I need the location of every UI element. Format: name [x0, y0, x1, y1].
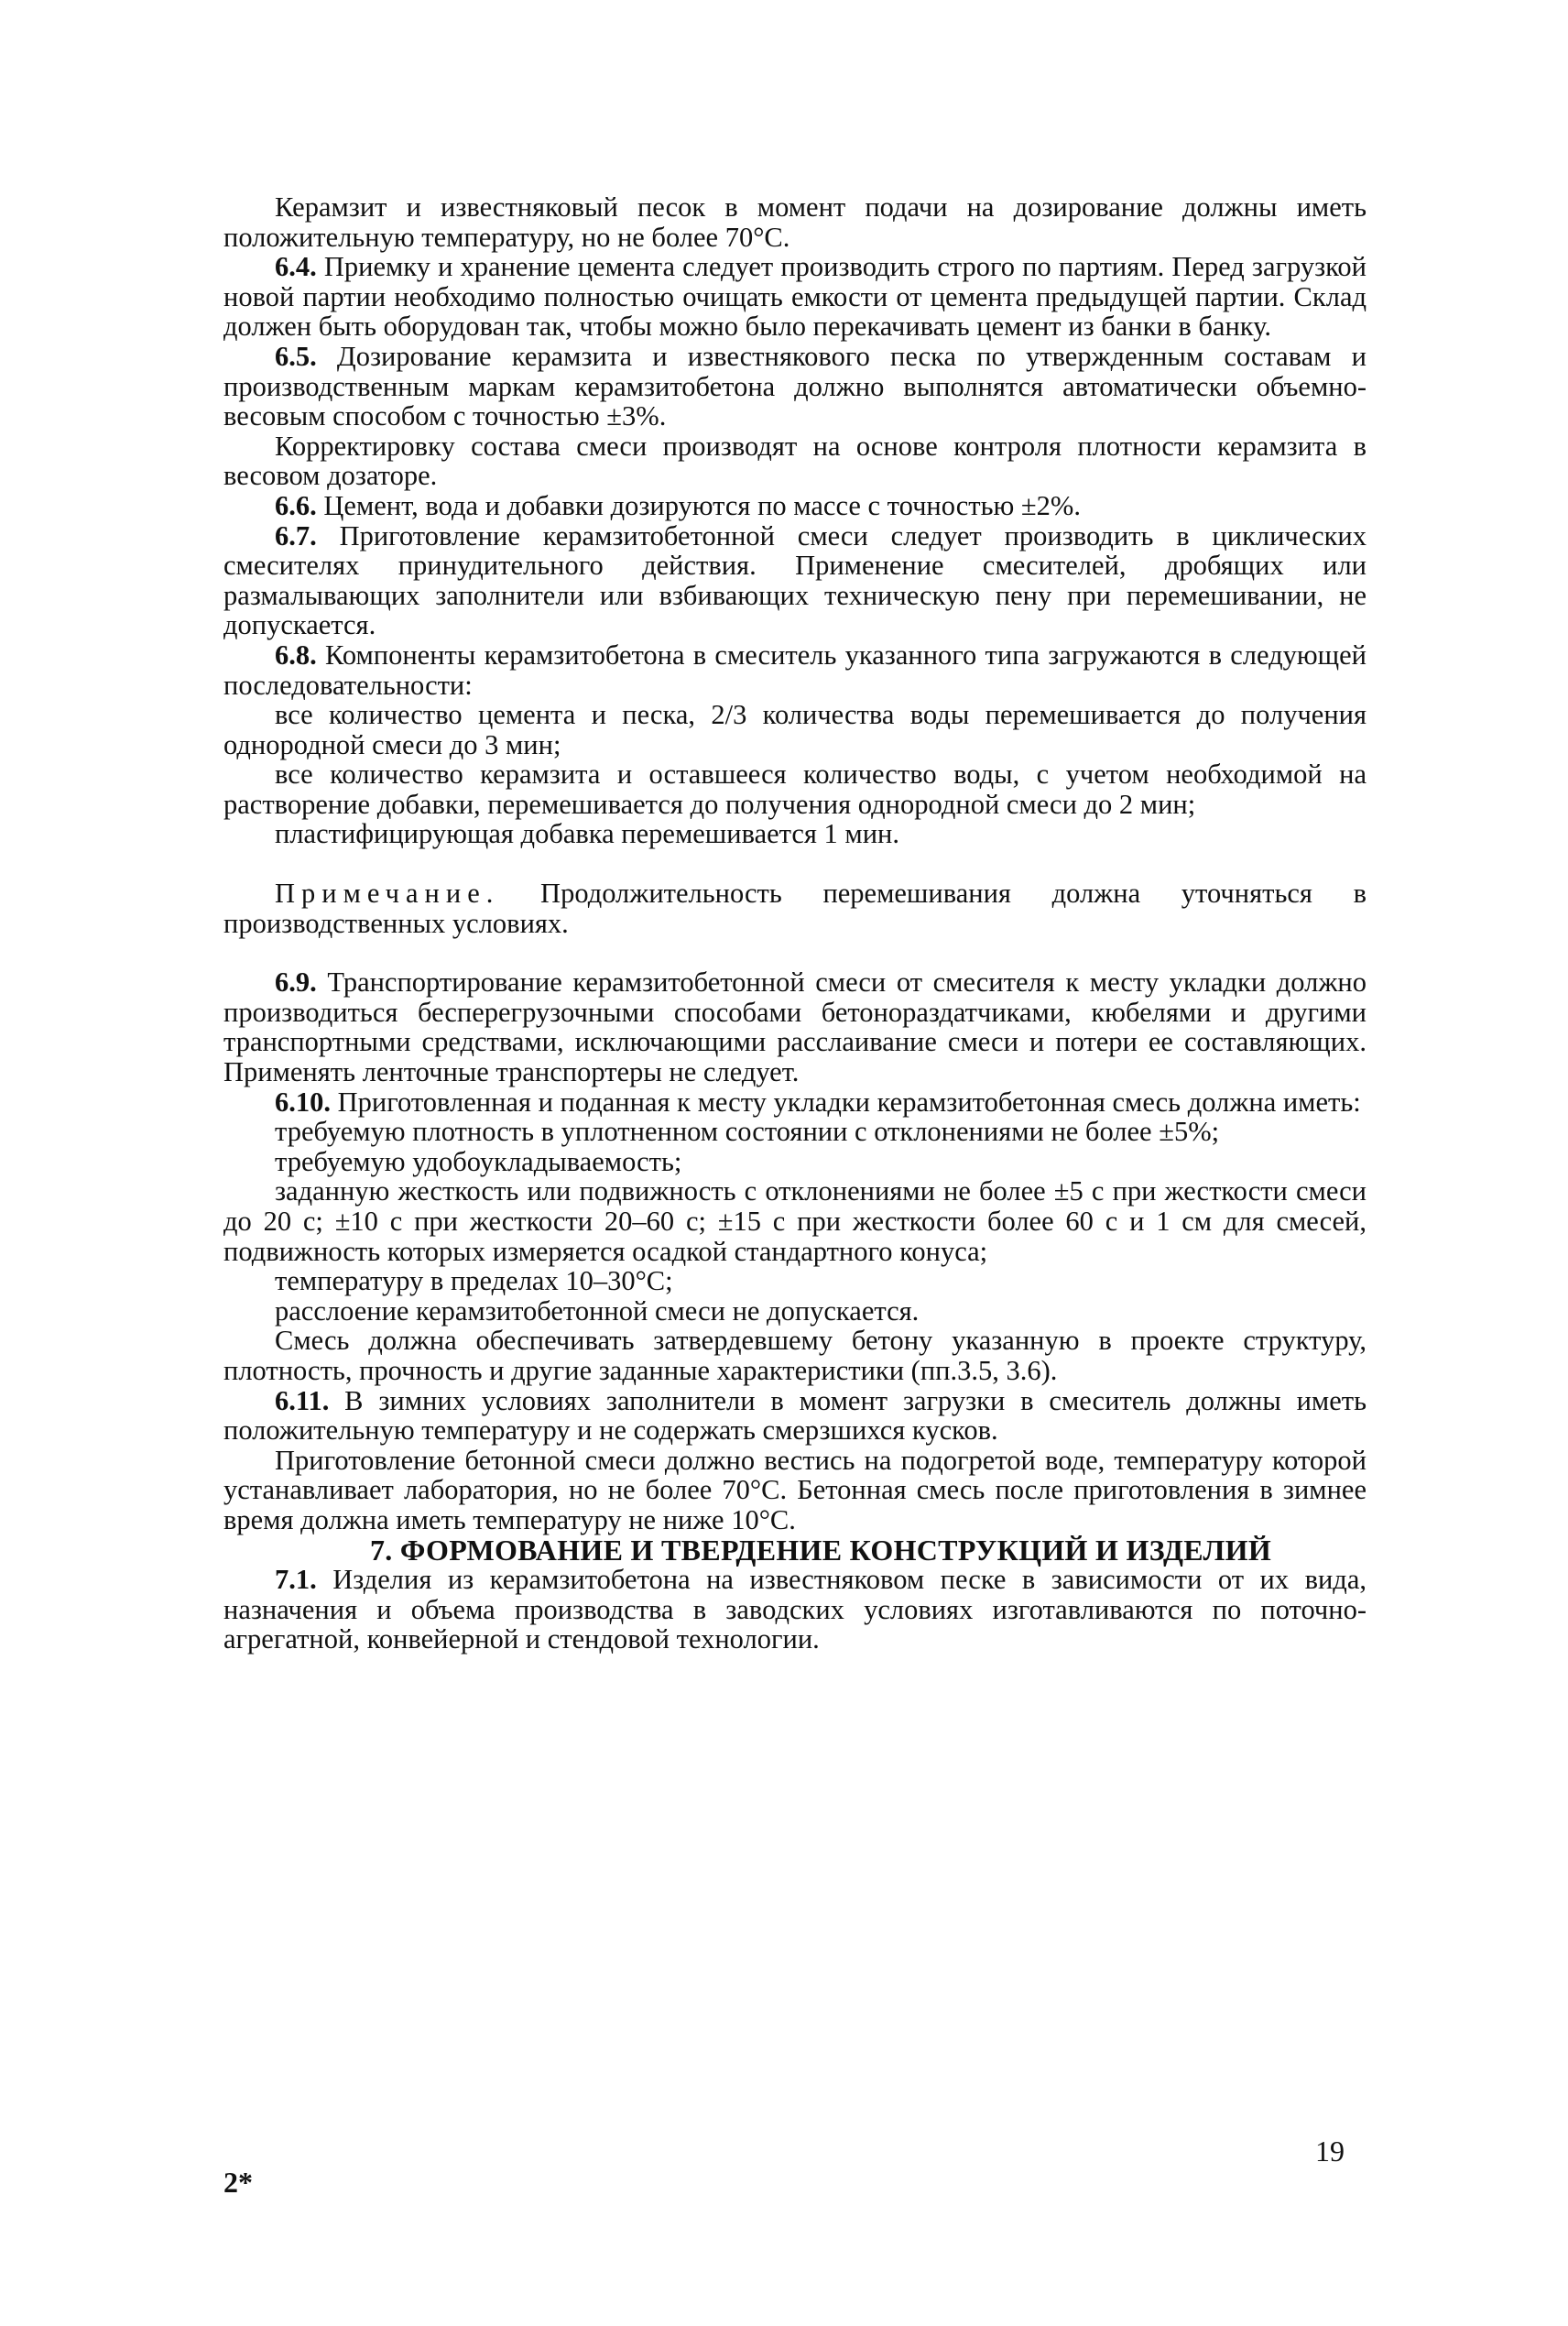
paragraph-text: Приготовленная и поданная к месту укладки керамзитобетонная смесь должна иметь:: [331, 1086, 1361, 1118]
sheet-mark: 2*: [223, 2166, 253, 2199]
paragraph-text: Приготовление бетонной смеси должно вестись на подогретой воде, температуру которой устанавливает лаборатория, но не более 70°C. Бетонная смесь после приготовления в зимнее время должна иметь температуру не ниже 10°C.: [223, 1444, 1367, 1535]
paragraph: [223, 1565, 1367, 1654]
paragraph-text: Приемку и хранение цемента следует производить строго по партиям. Перед загрузкой новой партии необходимо полностью очищать емкости от цемента предыдущей партии. Склад должен быть оборудован так, чтобы можно было перекачивать цемент из банки в банку.: [223, 251, 1367, 343]
clause-number: 6.11.: [275, 1384, 330, 1416]
paragraph-text: требуемую плотность в уплотненном состоянии с отклонениями не более ±5%;: [275, 1116, 1220, 1148]
paragraph: [223, 1147, 1367, 1177]
clause-number: 6.8.: [275, 639, 317, 671]
paragraph-text: В зимних условиях заполнители в момент загрузки в смеситель должны иметь положительную температуру и не содержать смерзшихся кусков.: [223, 1384, 1367, 1447]
paragraph-text: Цемент, вода и добавки дозируются по массе с точностью ±2%.: [316, 489, 1081, 521]
paragraph: [223, 1266, 1367, 1296]
paragraphs-before-note: [223, 192, 1367, 849]
paragraph: [223, 819, 1367, 849]
paragraphs-after-note: [223, 967, 1367, 1534]
paragraph-text: Дозирование керамзита и известнякового песка по утвержденным составам и производственным маркам керамзитобетона должно выполнятся автоматически объемно-весовым способом с точностью ±3%.: [223, 340, 1367, 432]
paragraph: [223, 640, 1367, 700]
body-text: [223, 192, 1367, 1654]
section-heading: 7. ФОРМОВАНИЕ И ТВЕРДЕНИЕ КОНСТРУКЦИЙ И ИЗДЕЛИЙ: [369, 1533, 1272, 1567]
clause-number: 7.1.: [275, 1564, 317, 1596]
clause-number: 6.10.: [275, 1086, 331, 1118]
note-text: Продолжительность перемешивания должна уточняться в производственных условиях.: [223, 878, 1367, 939]
paragraph: [223, 1296, 1367, 1327]
note-paragraph: [223, 879, 1367, 938]
paragraph-text: Транспортирование керамзитобетонной смеси от смесителя к месту укладки должно производиться бесперегрузочными способами бетонораздатчиками, кюбелями и другими транспортными средствами, исключающими расслаивание смеси и потери ее составляющих. Применять ленточные транспортеры не следует.: [223, 966, 1367, 1088]
paragraph: [223, 491, 1367, 521]
clause-number: 6.9.: [275, 966, 317, 999]
paragraph: [223, 1446, 1367, 1535]
paragraph-text: Смесь должна обеспечивать затвердевшему бетону указанную в проекте структуру, плотность, прочность и другие заданные характеристики (пп.3.5, 3.6).: [223, 1325, 1367, 1386]
clause-number: 6.4.: [275, 251, 317, 283]
paragraph: [223, 521, 1367, 640]
paragraph: [223, 967, 1367, 1087]
paragraph: [223, 1176, 1367, 1266]
paragraph-text: все количество цемента и песка, 2/3 количества воды перемешивается до получения однородной смеси до 3 мин;: [223, 699, 1367, 760]
paragraph: [223, 759, 1367, 819]
paragraph: [223, 431, 1367, 491]
paragraph-text: Изделия из керамзитобетона на известняковом песке в зависимости от их вида, назначения и объема производства в заводских условиях изготавливаются по поточно-агрегатной, конвейерной и стендовой технологии.: [223, 1564, 1367, 1655]
paragraph-text: все количество керамзита и оставшееся количество воды, с учетом необходимой на растворение добавки, перемешивается до получения однородной смеси до 2 мин;: [223, 759, 1367, 820]
paragraph: [223, 1117, 1367, 1147]
paragraph: [223, 700, 1367, 759]
paragraph-text: Компоненты керамзитобетона в смеситель указанного типа загружаются в следующей последовательности:: [223, 639, 1367, 701]
clause-number: 6.5.: [275, 340, 317, 372]
note-label: Примечание.: [275, 878, 500, 910]
paragraph: [223, 342, 1367, 431]
page-number: 19: [1315, 2135, 1345, 2168]
clause-number: 6.7.: [275, 519, 317, 551]
clause-number: 6.6.: [275, 489, 317, 521]
paragraph-text: заданную жесткость или подвижность с отклонениями не более ±5 с при жесткости смеси до 20 с; ±10 с при жесткости 20–60 с; ±15 с при жесткости более 60 с и 1 см для смесей, подвижность которых измеряется осадкой стандартного конуса;: [223, 1175, 1367, 1267]
section-7-paragraphs: [223, 1565, 1367, 1654]
paragraph-text: Приготовление керамзитобетонной смеси следует производить в циклических смесителях принудительного действия. Применение смесителей, дробящих или размалывающих заполнители или взбивающих техническую пену при перемешивании, не допускается.: [223, 519, 1367, 641]
paragraph: [223, 1386, 1367, 1446]
paragraph-text: Корректировку состава смеси производят на основе контроля плотности керамзита в весовом дозаторе.: [223, 430, 1367, 492]
paragraph-text: требуемую удобоукладываемость;: [275, 1145, 682, 1177]
paragraph-text: Керамзит и известняковый песок в момент подачи на дозирование должны иметь положительную температуру, но не более 70°C.: [223, 191, 1367, 253]
paragraph: [223, 252, 1367, 342]
paragraph-text: температуру в пределах 10–30°C;: [275, 1265, 673, 1297]
paragraph-text: пластифицирующая добавка перемешивается 1 мин.: [275, 818, 900, 850]
paragraph: [223, 192, 1367, 252]
paragraph-text: расслоение керамзитобетонной смеси не допускается.: [275, 1294, 920, 1327]
paragraph: [223, 1087, 1367, 1118]
paragraph: [223, 1326, 1367, 1385]
